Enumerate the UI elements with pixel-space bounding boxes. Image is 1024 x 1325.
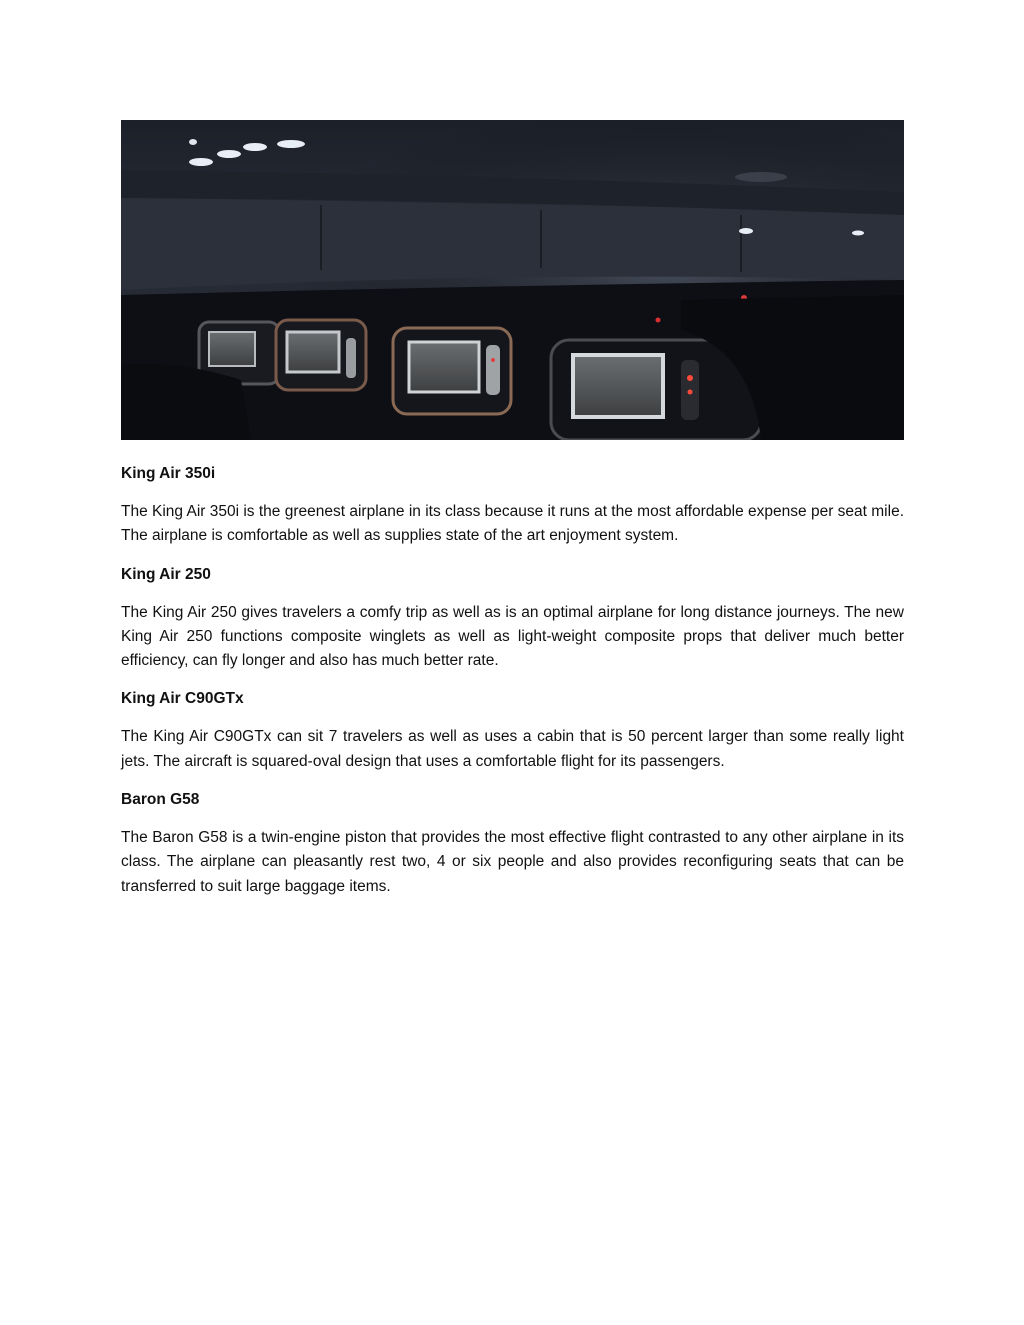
section-heading-king-air-c90gtx: King Air C90GTx bbox=[121, 690, 244, 708]
section-body-king-air-350i: The King Air 350i is the greenest airplane in its class because it runs at the most affordable expense per seat mile. The airplane is comfortable as well as supplies state of the art enjoyment system. bbox=[121, 503, 904, 545]
section-heading-king-air-250: King Air 250 bbox=[121, 565, 211, 583]
section-heading-baron-g58: Baron G58 bbox=[121, 791, 200, 809]
section-body-king-air-250: The King Air 250 gives travelers a comfy trip as well as is an optimal airplane for long distance journeys. The new King Air 250 functions composite winglets as well as light-weight composite props that deliver much better efficiency, can fly longer and also has much better rate. bbox=[121, 603, 904, 670]
section-body-baron-g58: The Baron G58 is a twin-engine piston that provides the most effective flight contrasted to any other airplane in its class. The airplane can pleasantly rest two, 4 or six people and also provides reconfiguring seats that can be transferred to suit large baggage items. bbox=[121, 829, 904, 895]
document-body bbox=[121, 462, 904, 913]
airplane-cabin-photo bbox=[121, 120, 904, 440]
section-heading-king-air-350i: King Air 350i bbox=[121, 465, 216, 482]
section-body-king-air-c90gtx: The King Air C90GTx can sit 7 travelers as well as uses a cabin that is 50 percent larger than some really light jets. The aircraft is squared-oval design that uses a comfortable flight for its passengers. bbox=[121, 728, 904, 770]
